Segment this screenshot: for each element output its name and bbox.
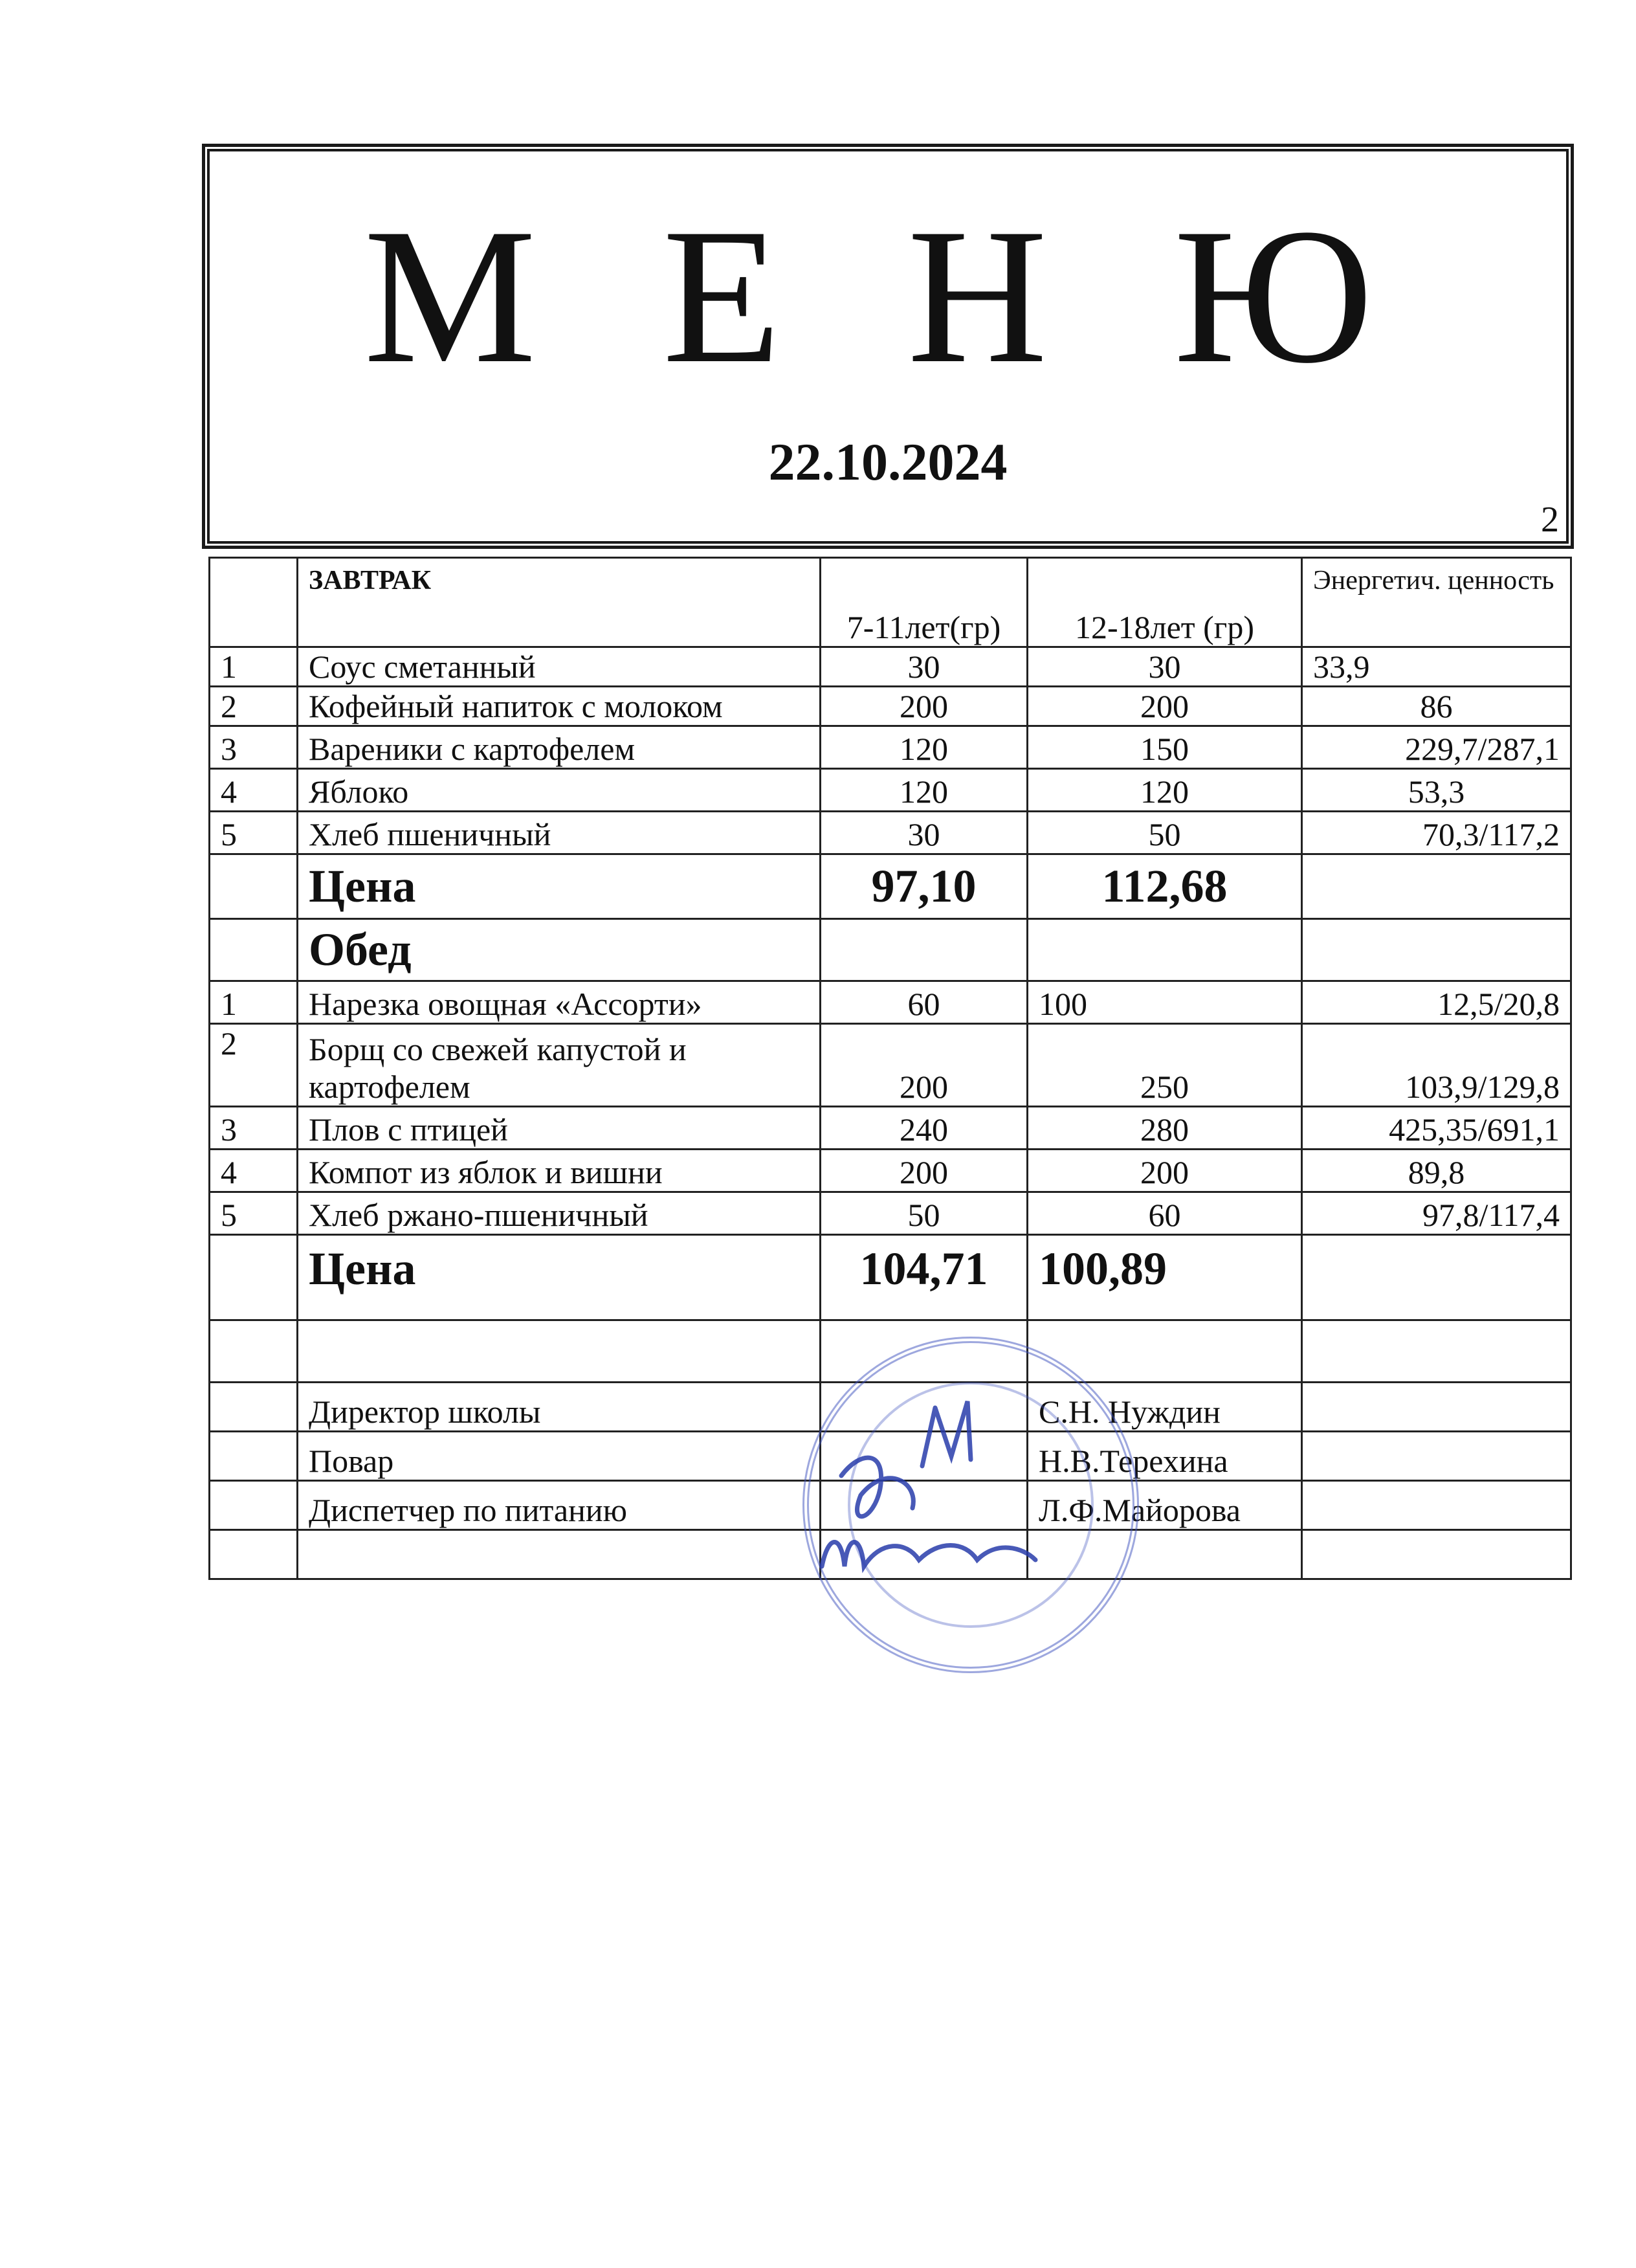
director-signature <box>922 1401 971 1466</box>
dispatcher-signature <box>822 1542 1035 1567</box>
signature-person: Н.В.Терехина <box>1028 1432 1302 1481</box>
portion-12-18: 200 <box>1028 1150 1302 1192</box>
price-7-11: 97,10 <box>821 854 1028 919</box>
price-label: Цена <box>298 854 821 919</box>
row-number: 2 <box>210 1024 298 1107</box>
row-number: 1 <box>210 981 298 1024</box>
row-number: 4 <box>210 1150 298 1192</box>
portion-12-18: 60 <box>1028 1192 1302 1235</box>
portion-7-11: 120 <box>821 726 1028 769</box>
row-number: 4 <box>210 769 298 812</box>
energy-value: 70,3/117,2 <box>1302 812 1571 854</box>
signature-role: Директор школы <box>298 1383 821 1432</box>
portion-12-18: 150 <box>1028 726 1302 769</box>
price-12-18: 112,68 <box>1028 854 1302 919</box>
portion-7-11: 60 <box>821 981 1028 1024</box>
portion-12-18: 280 <box>1028 1107 1302 1150</box>
price-label: Цена <box>298 1235 821 1320</box>
row-number: 3 <box>210 1107 298 1150</box>
dish-name: Компот из яблок и вишни <box>298 1150 821 1192</box>
row-number: 5 <box>210 812 298 854</box>
menu-date: 22.10.2024 <box>768 432 1008 491</box>
cook-signature <box>841 1458 913 1517</box>
portion-7-11: 50 <box>821 1192 1028 1235</box>
portion-7-11: 200 <box>821 1150 1028 1192</box>
energy-value: 12,5/20,8 <box>1302 981 1571 1024</box>
lunch-heading: Обед <box>298 919 821 981</box>
energy-value: 89,8 <box>1302 1150 1571 1192</box>
dish-name: Соус сметанный <box>298 647 821 687</box>
dish-name: Плов с птицей <box>298 1107 821 1150</box>
dish-name: Вареники с картофелем <box>298 726 821 769</box>
portion-7-11: 120 <box>821 769 1028 812</box>
energy-value: 97,8/117,4 <box>1302 1192 1571 1235</box>
portion-12-18: 100 <box>1028 981 1302 1024</box>
menu-title: М Е Н Ю <box>364 188 1412 403</box>
dish-name: Нарезка овощная «Ассорти» <box>298 981 821 1024</box>
signature-role: Повар <box>298 1432 821 1481</box>
col-age-7-11: 7-11лет(гр) <box>821 558 1028 647</box>
dish-name: Хлеб ржано-пшеничный <box>298 1192 821 1235</box>
portion-7-11: 30 <box>821 647 1028 687</box>
energy-value: 229,7/287,1 <box>1302 726 1571 769</box>
energy-value: 103,9/129,8 <box>1302 1024 1571 1107</box>
row-number: 2 <box>210 687 298 726</box>
row-number: 1 <box>210 647 298 687</box>
dish-name-line-1: Борщ со свежей капустой и <box>309 1031 687 1067</box>
col-energy: Энергетич. ценность <box>1302 558 1571 647</box>
portion-12-18: 50 <box>1028 812 1302 854</box>
energy-value: 425,35/691,1 <box>1302 1107 1571 1150</box>
col-age-12-18: 12-18лет (гр) <box>1028 558 1302 647</box>
signature-role: Диспетчер по питанию <box>298 1481 821 1530</box>
portion-12-18: 250 <box>1028 1024 1302 1107</box>
portion-7-11: 200 <box>821 687 1028 726</box>
dish-name: Хлеб пшеничный <box>298 812 821 854</box>
price-7-11: 104,71 <box>821 1235 1028 1320</box>
row-number: 5 <box>210 1192 298 1235</box>
portion-12-18: 30 <box>1028 647 1302 687</box>
dish-name: Яблоко <box>298 769 821 812</box>
row-number: 3 <box>210 726 298 769</box>
energy-value: 86 <box>1302 687 1571 726</box>
portion-7-11: 240 <box>821 1107 1028 1150</box>
page-number: 2 <box>1541 500 1559 540</box>
energy-value: 33,9 <box>1302 647 1571 687</box>
signature-person: С.Н. Нуждин <box>1028 1383 1302 1432</box>
portion-7-11: 30 <box>821 812 1028 854</box>
portion-7-11: 200 <box>821 1024 1028 1107</box>
portion-12-18: 120 <box>1028 769 1302 812</box>
energy-value: 53,3 <box>1302 769 1571 812</box>
price-12-18: 100,89 <box>1028 1235 1302 1320</box>
signature-person: Л.Ф.Майорова <box>1028 1481 1302 1530</box>
dish-name: Кофейный напиток с молоком <box>298 687 821 726</box>
dish-name-line-2: картофелем <box>309 1069 470 1105</box>
portion-12-18: 200 <box>1028 687 1302 726</box>
breakfast-heading: ЗАВТРАК <box>298 558 821 647</box>
